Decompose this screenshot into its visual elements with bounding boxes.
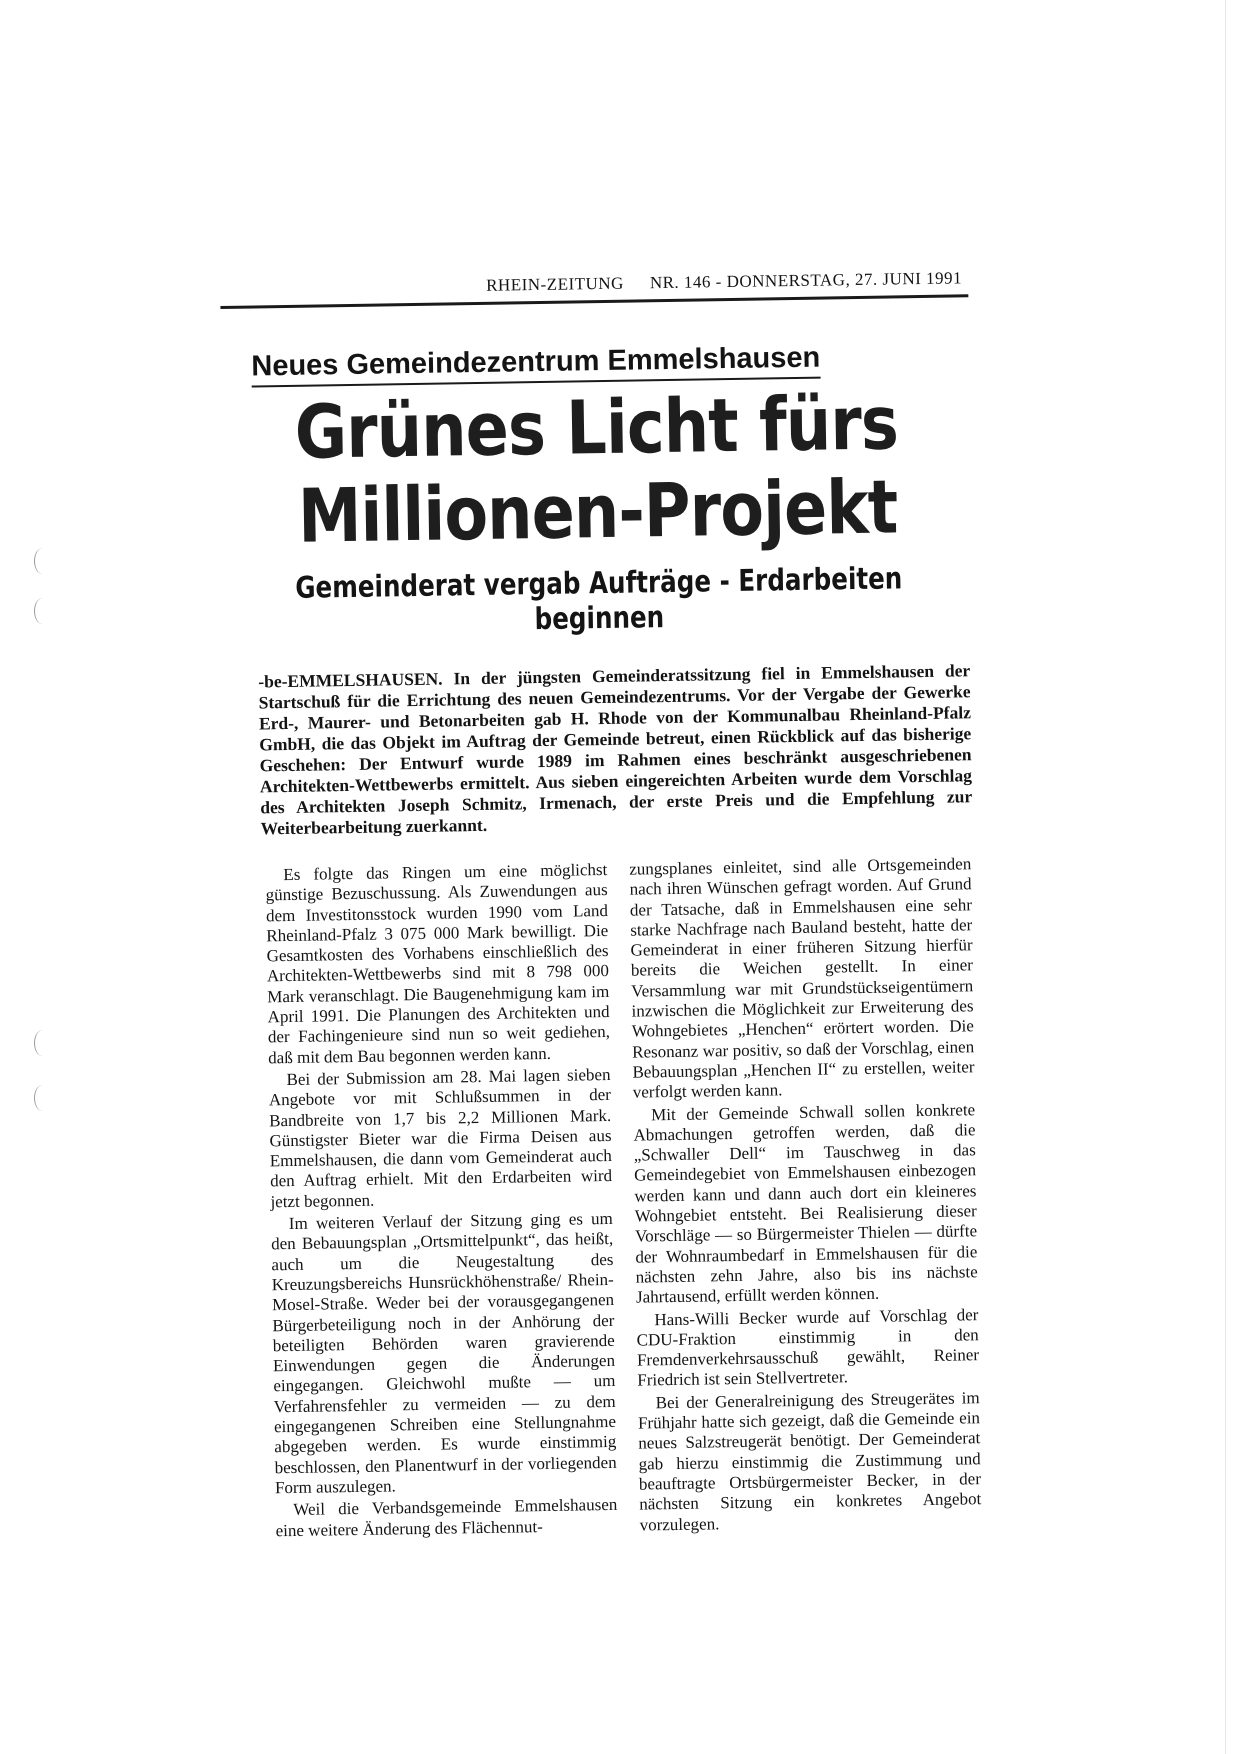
subheadline: Gemeinderat vergab Aufträge - Erdarbeiten beginnen [295, 561, 903, 638]
paragraph: Im weiteren Verlauf der Sitzung ging es um den Bebauungsplan „Ortsmittelpunkt“, das heißt, auch um die Neugestaltung des Kreuzungsbereichs Hunsrückhöhenstraße/ Rhein-Mosel-Straße. Weder bei der vorausgegangenen Bürgerbeteiligung noch in der Anhörung der beteiligten Behörden waren gravierende Einwendungen gegen die Änderungen eingegangen. Gleichwohl mußte — um Verfahrensfehler zu vermeiden — zu dem eingegangenen Schreiben eine Stellungnahme abgegeben werden. Es wurde einstimmig beschlossen, den Planentwurf in der vorliegenden Form auszulegen. [271, 1208, 617, 1498]
issue-date: NR. 146 - DONNERSTAG, 27. JUNI 1991 [649, 268, 963, 293]
paragraph: zungsplanes einleitet, sind alle Ortsgemeinden nach ihren Wünschen gefragt worden. Auf Grund der Tatsache, daß in Emmelshausen eine sehr starke Nachfrage nach Bauland besteht, hatte der Gemeinderat in einer früheren Sitzung hierfür bereits die Weichen gestellt. In einer Versammlung war mit Grundstückseigentümern inzwischen die Möglichkeit zur Erweiterung des Wohngebietes „Henchen“ erörtert worden. Die Resonanz war positiv, so daß der Vorschlag, einen Bebauungsplan „Henchen II“ zu erstellen, weiter verfolgt werden kann. [629, 854, 975, 1102]
article-body [265, 854, 982, 1543]
page-edge [1225, 0, 1226, 1754]
punch-hole-mark [34, 1085, 51, 1111]
paragraph: Bei der Submission am 28. Mai lagen sieben Angebote vor mit Schlußsummen in der Bandbreite von 1,7 bis 2,2 Millionen Mark. Günstigster Bieter war die Firma Deisen aus Emmelshausen, die dann vom Gemeinderat auch den Auftrag erhielt. Mit den Erdarbeiten wird jetzt begonnen. [268, 1064, 613, 1212]
column-right [629, 854, 982, 1537]
headline-line-1: Grünes Licht fürs [294, 380, 899, 476]
punch-hole-mark [34, 598, 51, 624]
paragraph: Mit der Gemeinde Schwall sollen konkrete Abmachungen getroffen werden, daß die „Schwaller Dell“ im Tauschweg in das Gemeindegebiet von Emmelshausen einbezogen werden kann und dann auch dort ein kleineres Wohngebiet entsteht. Bei Realisierung dieser Vorschläge — so Bürgermeister Thielen — dürfte der Wohnraumbedarf in Emmelshausen für die nächsten zehn Jahre, also bis ins nächste Jahrtausend, erfüllt werden können. [633, 1099, 978, 1307]
main-headline [274, 381, 920, 559]
punch-hole-mark [34, 1030, 51, 1056]
punch-hole-mark [34, 548, 51, 574]
lead-paragraph: -be-EMMELSHAUSEN. In der jüngsten Gemeinderatssitzung fiel in Emmelshausen der Startschuß für die Errichtung des neuen Gemeindezentrums. Vor der Vergabe der Gewerke Erd-, Maurer- und Betonarbeiten gab H. Rhode von der Kommunalbau Rheinland-Pfalz GmbH, die das Objekt im Auftrag der Gemeinde betreut, einen Rückblick auf das bisherige Geschehen: Der Entwurf wurde 1989 im Rahmen eines beschränkt ausgeschriebenen Architekten-Wettbewerbs ermittelt. Aus sieben eingereichten Arbeiten wurde dem Vorschlag des Architekten Joseph Schmitz, Irmenach, der erste Preis und die Empfehlung zur Weiterbearbeitung zuerkannt. [258, 660, 973, 839]
paragraph: Weil die Verbandsgemeinde Emmelshausen eine weitere Änderung des Flächennut- [275, 1495, 618, 1540]
headline-line-2: Millionen-Projekt [297, 464, 899, 560]
newspaper-clipping [220, 268, 988, 1543]
kicker-headline: Neues Gemeindezentrum Emmelshausen [251, 342, 820, 388]
paragraph: Es folgte das Ringen um eine möglichst günstige Bezuschussung. Als Zuwendungen aus dem Investitonsstock wurden 1990 vom Land Rheinland-Pfalz 3 075 000 Mark bewilligt. Die Gesamtkosten des Vorhabens einschließlich des Architekten-Wettbewerbs sind mit 8 798 000 Mark veranschlagt. Die Baugenehmigung kam im April 1991. Die Planungen des Architekten und der Fachingenieure sind nun so weit gediehen, daß mit dem Bau begonnen werden kann. [265, 859, 611, 1068]
newspaper-name: RHEIN-ZEITUNG [485, 273, 625, 295]
paragraph: Bei der Generalreinigung des Streugerätes im Frühjahr hatte sich gezeigt, daß die Gemeinde ein neues Salzstreugerät benötigt. Der Gemeinderat gab hierzu einstimmig die Zustimmung und beauftragte Ortsbürgermeister Becker, in der nächsten Sitzung ein konkretes Angebot vorzulegen. [637, 1387, 982, 1535]
column-left [265, 860, 618, 1543]
paragraph: Hans-Willi Becker wurde auf Vorschlag der CDU-Fraktion einstimmig in den Fremdenverkehrsausschuß gewählt, Reiner Friedrich ist sein Stellvertreter. [636, 1304, 980, 1391]
